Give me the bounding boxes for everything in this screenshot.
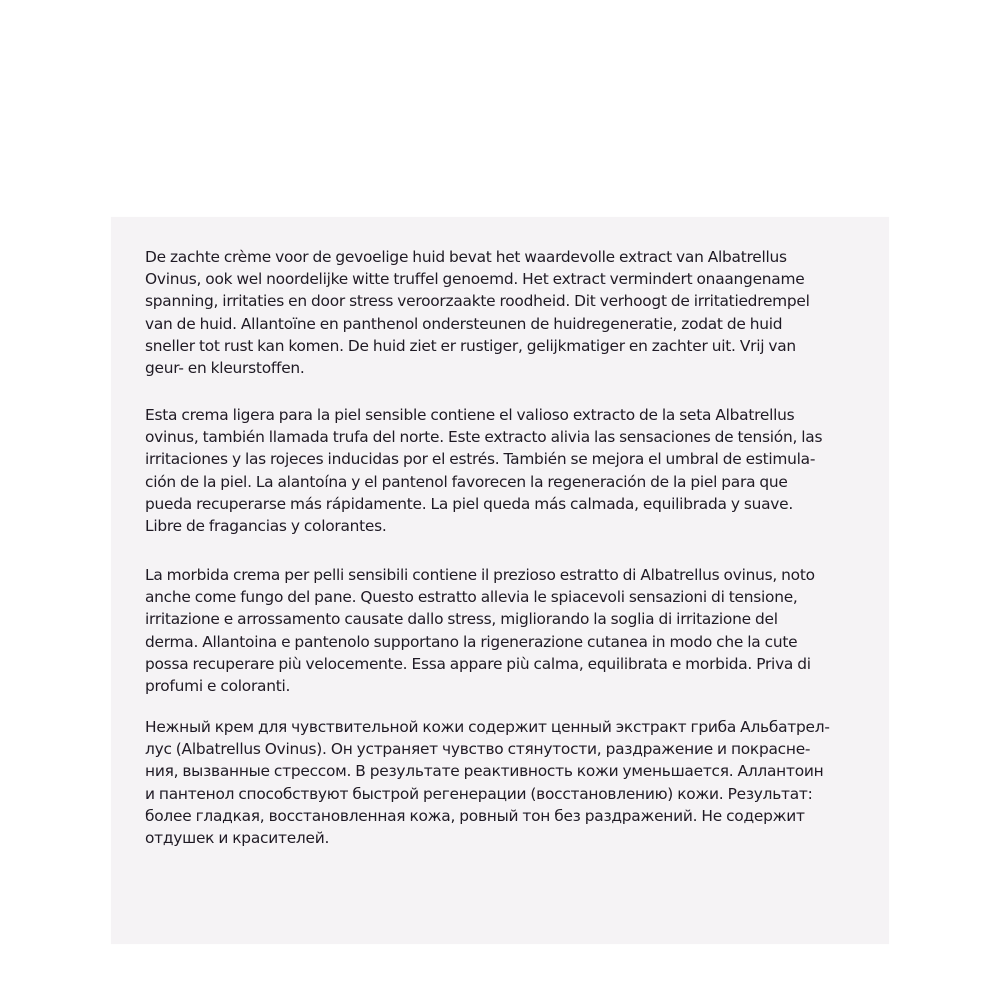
description-dutch: De zachte crème voor de gevoelige huid bevat het waardevolle extract van Albatrellus Ovinus, ook wel noordelijke witte truffel genoemd. Het extract vermindert onaangename spanning, irritaties en door stress veroorzaakte roodheid. Dit verhoogt de irritatiedrempel van de huid. Allantoïne en panthenol ondersteunen de huidregeneratie, zodat de huid sneller tot rust kan komen. De huid ziet er rustiger, gelijkmatiger en zachter uit. Vrij van geur- en kleurstoffen.: [145, 248, 810, 378]
description-italian: La morbida crema per pelli sensibili contiene il prezioso estratto di Albatrellus ovinus, noto anche come fungo del pane. Questo estratto allevia le spiacevoli sensazioni di tensione, irritazione e arrossamento causate dallo stress, migliorando la soglia di irritazione del derma. Allantoina e pantenolo supportano la rigenerazione cutanea in modo che la cute possa recuperare più velocemente. Essa appare più calma, equilibrata e morbida. Priva di profumi e coloranti.: [145, 566, 815, 696]
description-russian: Нежный крем для чувствительной кожи содержит ценный экстракт гриба Альбатрел- лус (Albatrellus Ovinus). Он устраняет чувство стянутости, раздражение и покрасне- ния, вызванные стрессом. В результате реактивность кожи уменьшается. Аллантоин и пантенол способствуют быстрой регенерации (восстановлению) кожи. Результат: более гладкая, восстановленная кожа, ровный тон без раздражений. Не содержит отдушек и красителей.: [145, 718, 830, 848]
description-spanish: Esta crema ligera para la piel sensible contiene el valioso extracto de la seta Albatrellus ovinus, también llamada trufa del norte. Este extracto alivia las sensaciones de tensión, las irritaciones y las rojeces inducidas por el estrés. También se mejora el umbral de estimula- ción de la piel. La alantoína y el pantenol favorecen la regeneración de la piel para que pueda recuperarse más rápidamente. La piel queda más calmada, equilibrada y suave. Libre de fragancias y colorantes.: [145, 406, 823, 536]
label-panel: [111, 217, 889, 944]
